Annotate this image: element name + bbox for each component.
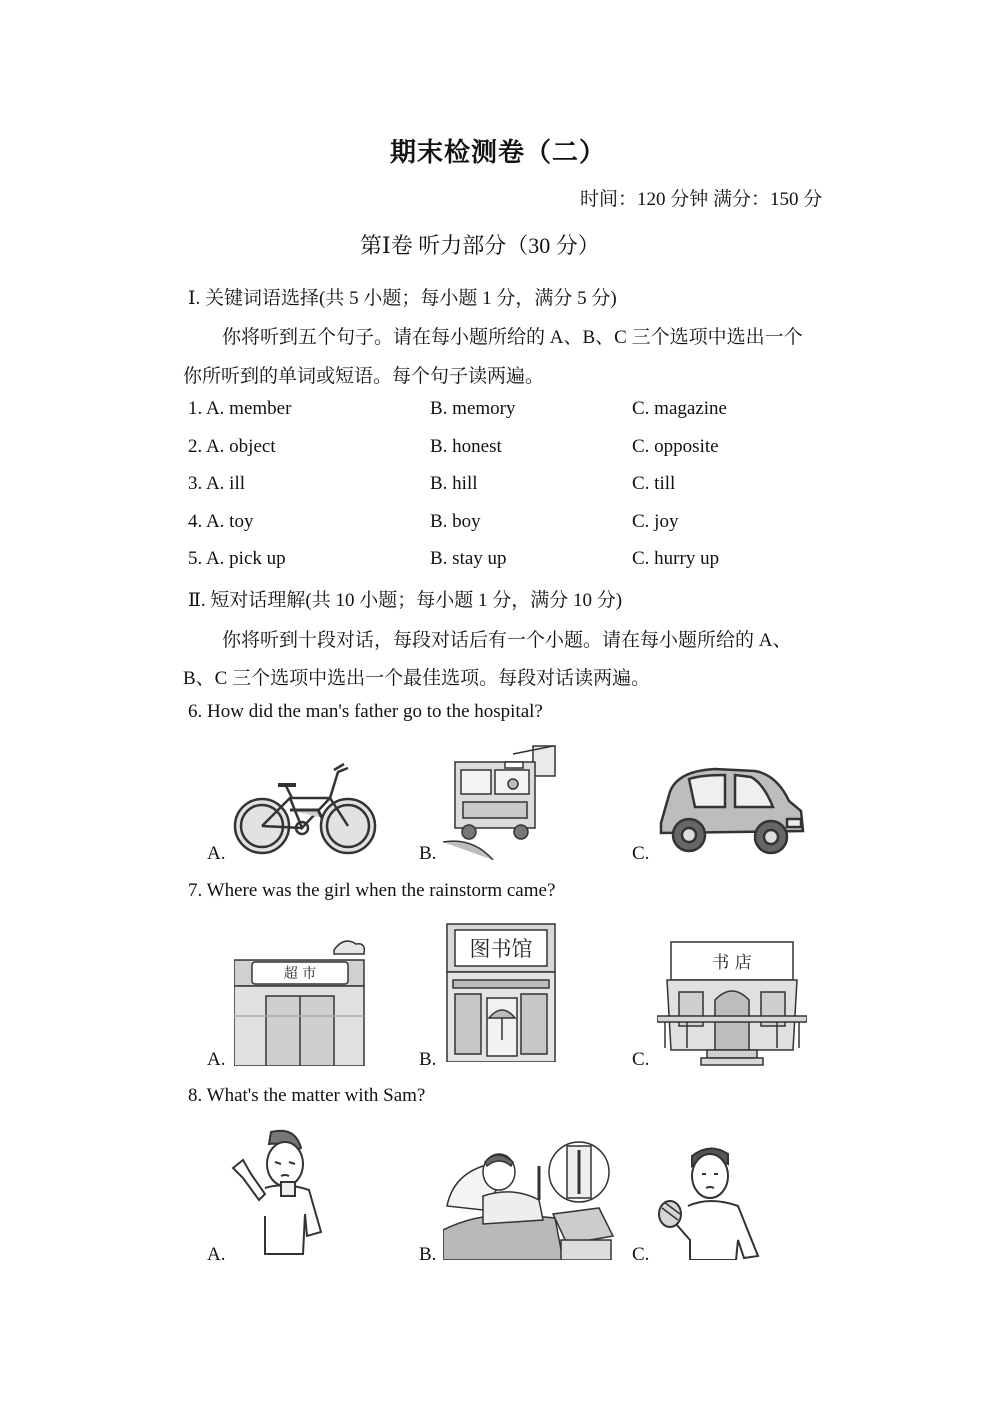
q6-label-a: A. — [207, 843, 226, 864]
q2-option-c: C. opposite — [632, 436, 719, 457]
q7-text: 7. Where was the girl when the rainstorm came? — [188, 880, 556, 901]
q8-label-b: B. — [419, 1244, 437, 1265]
supermarket-icon — [234, 936, 366, 1066]
library-icon — [445, 922, 559, 1062]
section2-intro-2: B、C 三个选项中选出一个最佳选项。每段对话读两遍。 — [183, 668, 651, 689]
q6-text: 6. How did the man's father go to the hospital? — [188, 701, 543, 722]
q3-option-a: 3. A. ill — [188, 473, 246, 494]
q6-label-b: B. — [419, 843, 437, 864]
q4-option-a: 4. A. toy — [188, 511, 254, 532]
q5-option-c: C. hurry up — [632, 548, 720, 569]
section2-intro-1: 你将听到十段对话，每段对话后有一个小题。请在每小题所给的 A、 — [222, 630, 792, 651]
section1-heading: Ⅰ. 关键词语选择(共 5 小题；每小题 1 分，满分 5 分) — [188, 288, 617, 309]
library-sign: 图书馆 — [469, 937, 533, 961]
bookstore-sign: 书 店 — [712, 953, 752, 973]
q7-label-c: C. — [632, 1049, 650, 1070]
q3-option-c: C. till — [632, 473, 676, 494]
q1-option-a: 1. A. member — [188, 398, 292, 419]
q1-option-c: C. magazine — [632, 398, 727, 419]
part-title: 第Ⅰ卷 听力部分（30 分） — [360, 233, 600, 258]
q7-label-b: B. — [419, 1049, 437, 1070]
page-title: 期末检测卷（二） — [390, 138, 607, 167]
bookstore-icon — [657, 938, 807, 1066]
q1-option-b: B. memory — [430, 398, 516, 419]
q5-option-a: 5. A. pick up — [188, 548, 286, 569]
q2-option-a: 2. A. object — [188, 436, 276, 457]
q8-label-c: C. — [632, 1244, 650, 1265]
sore-throat-icon — [225, 1128, 325, 1258]
section1-intro-2: 你所听到的单词或短语。每个句子读两遍。 — [183, 366, 545, 387]
section1-intro-1: 你将听到五个句子。请在每小题所给的 A、B、C 三个选项中选出一个 — [222, 327, 803, 348]
exam-meta: 时间：120 分钟 满分：150 分 — [580, 189, 823, 210]
supermarket-sign: 超 市 — [283, 966, 317, 982]
bus-icon — [443, 742, 558, 860]
q4-option-c: C. joy — [632, 511, 679, 532]
q8-label-a: A. — [207, 1244, 226, 1265]
bicycle-icon — [230, 758, 380, 858]
q5-option-b: B. stay up — [430, 548, 507, 569]
q4-option-b: B. boy — [430, 511, 481, 532]
q3-option-b: B. hill — [430, 473, 478, 494]
section2-heading: Ⅱ. 短对话理解(共 10 小题；每小题 1 分，满分 10 分) — [188, 590, 623, 611]
q2-option-b: B. honest — [430, 436, 502, 457]
hurt-hand-icon — [650, 1140, 766, 1260]
fever-icon — [443, 1140, 615, 1260]
car-icon — [655, 765, 807, 859]
q7-label-a: A. — [207, 1049, 226, 1070]
q6-label-c: C. — [632, 843, 650, 864]
q8-text: 8. What's the matter with Sam? — [188, 1085, 426, 1106]
